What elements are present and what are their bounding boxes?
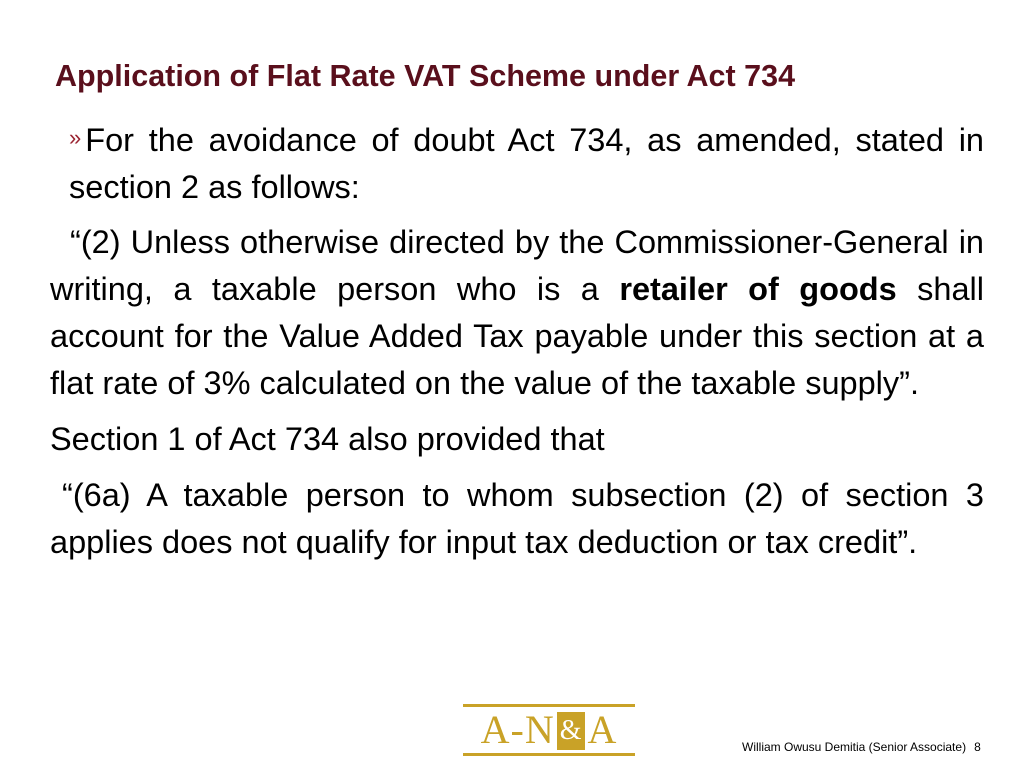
bullet-marker-icon: » [69,125,82,150]
section-1-paragraph: Section 1 of Act 734 also provided that [50,421,605,457]
quote-subsection-6a: “(6a) A taxable person to whom subsection (2) of section 3 applies does not qualify for input tax deduction or tax credit”. [50,477,984,560]
quote-subsection-2 [50,219,984,407]
logo-ampersand-icon: & [557,712,586,750]
intro-text: For the avoidance of doubt Act 734, as amended, stated in section 2 as follows: [69,122,984,205]
logo-right-letter: A [587,707,618,752]
logo-left-letters: A-N [480,707,555,752]
bullet-paragraph [50,114,984,211]
quote-text-start: “(2) Unless otherwise directed by the Commissioner-General in writing, a taxable person who is a [50,224,984,307]
emphasis-retailer-of-goods: retailer of goods [619,271,897,307]
logo-lettering [463,708,635,752]
slide-body [50,114,984,566]
slide-footer [742,740,981,754]
slide-title: Application of Flat Rate VAT Scheme under Act 734 [55,59,796,93]
page-number: 8 [974,740,981,754]
ana-logo [463,704,635,756]
quote-text-end: shall account for the Value Added Tax payable under this section at a flat rate of 3% calculated on the value of the taxable supply”. [50,271,984,401]
footer-author: William Owusu Demitia (Senior Associate) [742,740,967,754]
logo-bottom-rule [463,753,635,756]
